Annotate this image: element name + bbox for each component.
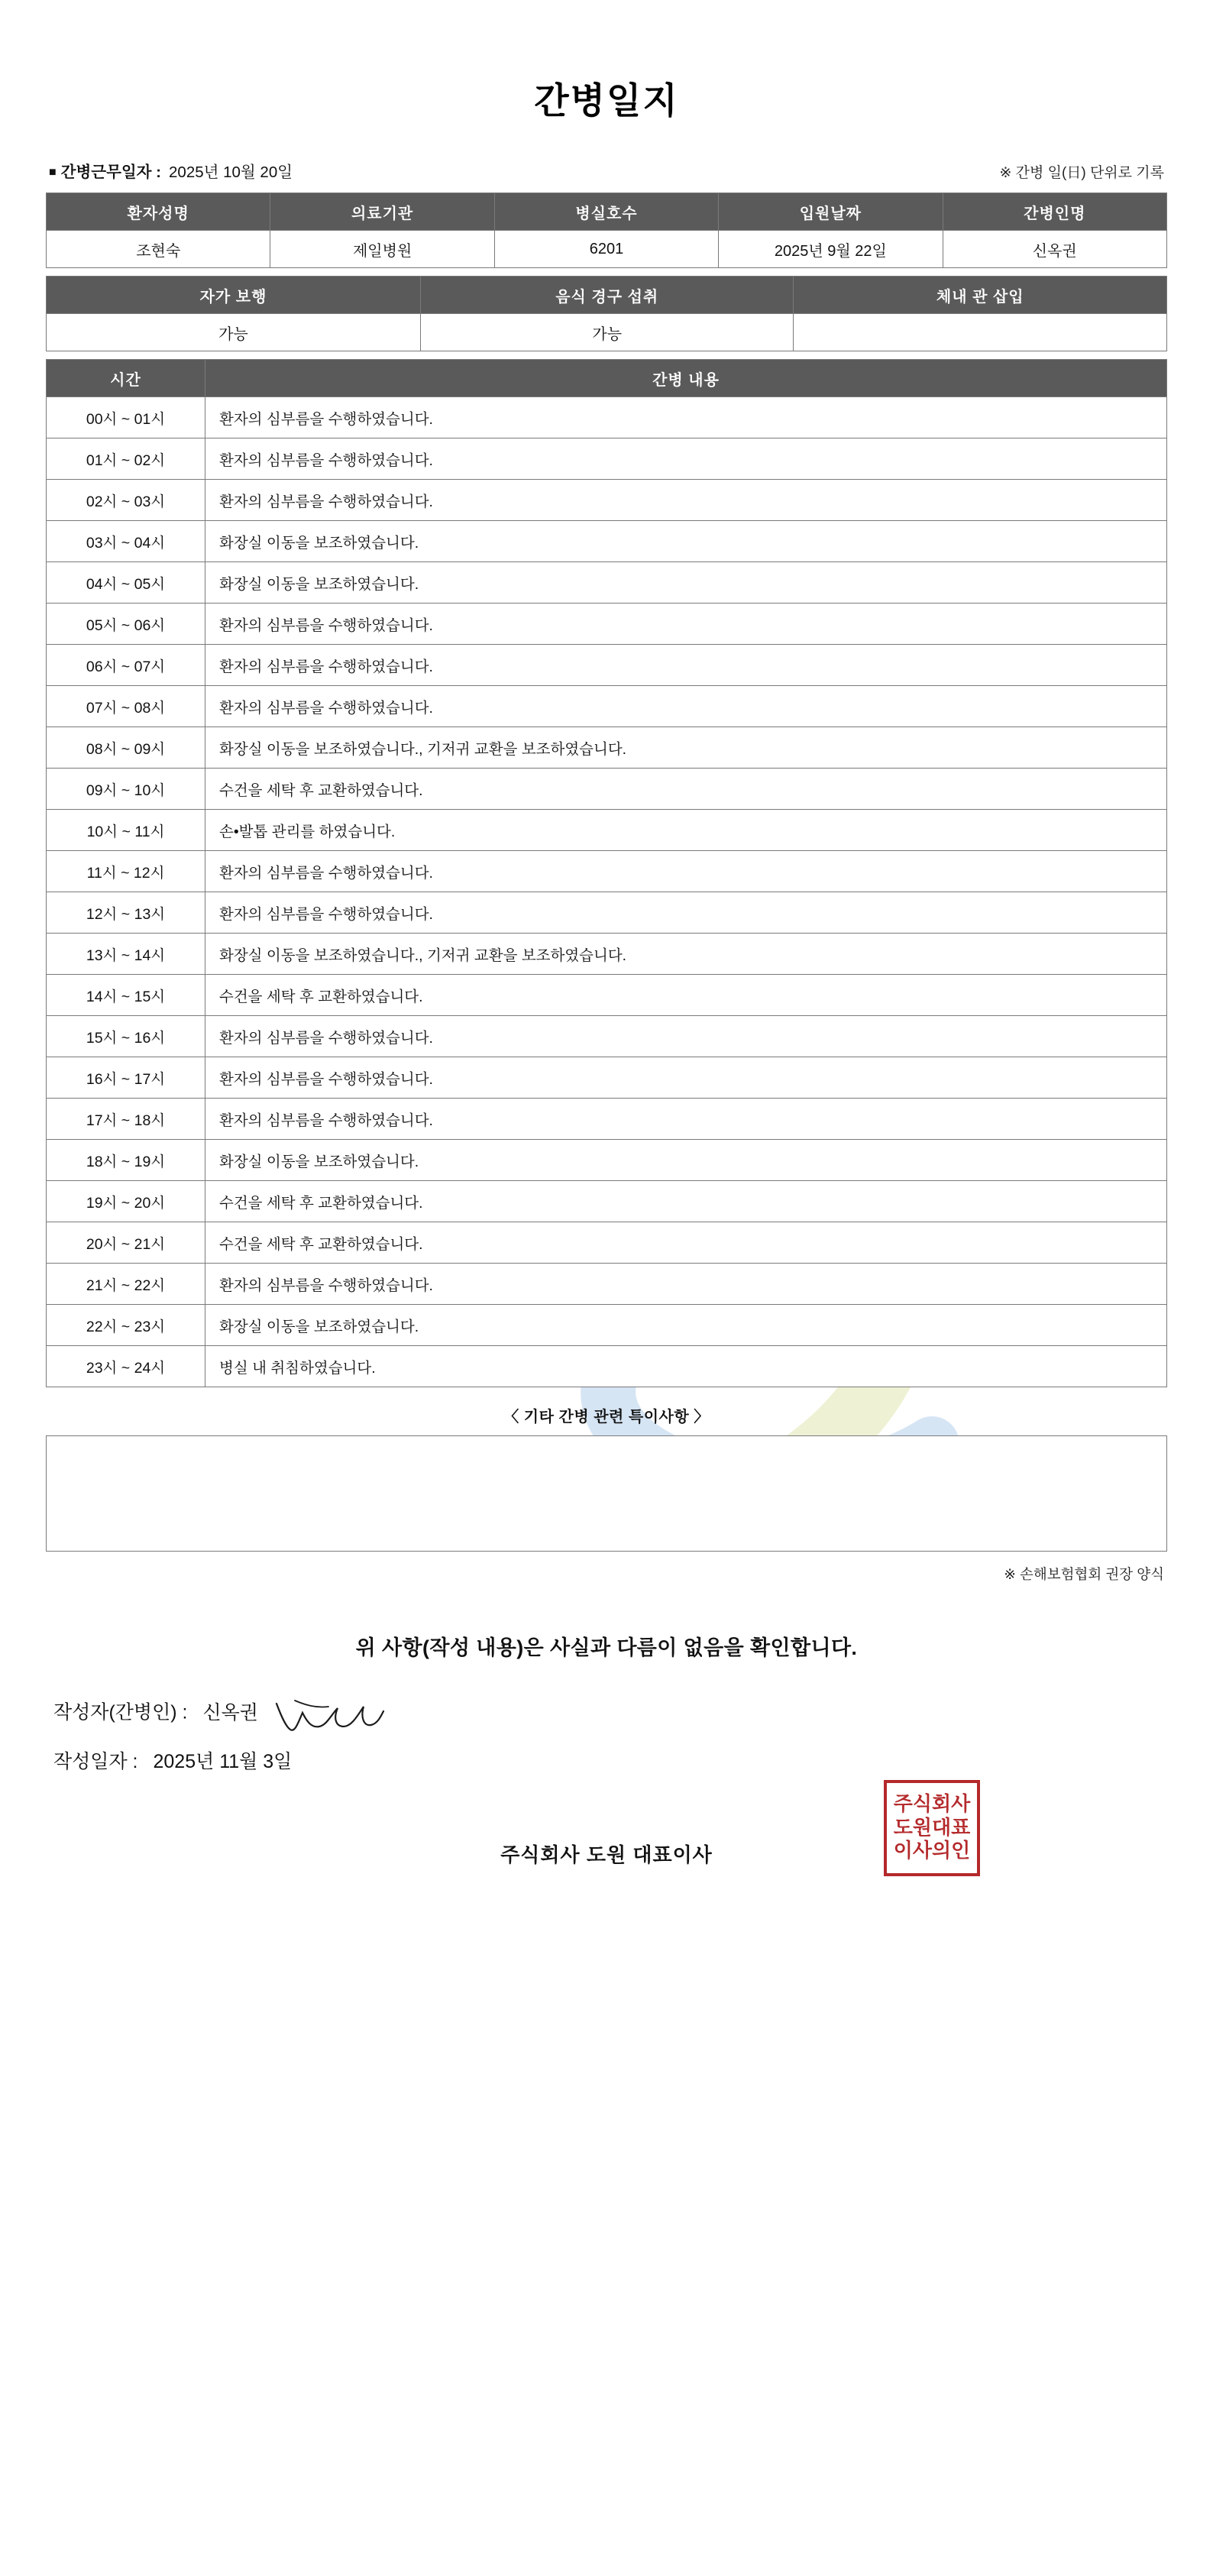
table-row (47, 975, 1167, 1016)
writer-label: 작성자(간병인) : (53, 1701, 188, 1723)
cell-time: 18시 ~ 19시 (47, 1140, 205, 1181)
value-patient-name: 조현숙 (47, 231, 270, 268)
company-name: 주식회사 도원 대표이사 (500, 1843, 713, 1866)
col-tube-insertion: 체내 관 삽입 (794, 277, 1167, 314)
col-admission-date: 입원날짜 (719, 193, 943, 231)
writer-value: 신옥권 (202, 1701, 258, 1723)
cell-desc: 수건을 세탁 후 교환하였습니다. (205, 769, 1167, 810)
cell-desc: 화장실 이동을 보조하였습니다., 기저귀 교환을 보조하였습니다. (205, 727, 1167, 769)
handwritten-signature-icon (272, 1696, 387, 1734)
table-row (47, 810, 1167, 851)
cell-desc: 화장실 이동을 보조하였습니다. (205, 1305, 1167, 1346)
table-row (47, 604, 1167, 645)
table-row (47, 562, 1167, 604)
table-row (47, 231, 1167, 268)
cell-desc: 환자의 심부름을 수행하였습니다. (205, 397, 1167, 439)
table-row (47, 314, 1167, 351)
writer-row (53, 1694, 1167, 1727)
cell-time: 14시 ~ 15시 (47, 975, 205, 1016)
col-time: 시간 (47, 360, 205, 397)
table-row (47, 1264, 1167, 1305)
cell-time: 20시 ~ 21시 (47, 1222, 205, 1264)
table-row (47, 1140, 1167, 1181)
table-header-row (47, 360, 1167, 397)
work-date (49, 159, 293, 182)
table-row (47, 769, 1167, 810)
cell-time: 00시 ~ 01시 (47, 397, 205, 439)
cell-desc: 환자의 심부름을 수행하였습니다. (205, 851, 1167, 892)
value-oral-intake: 가능 (420, 314, 794, 351)
table-row (47, 851, 1167, 892)
cell-time: 07시 ~ 08시 (47, 686, 205, 727)
value-self-walking: 가능 (47, 314, 421, 351)
table-row (47, 521, 1167, 562)
bullet-square-icon: ■ (49, 166, 57, 179)
form-source-note: ※ 손해보험협회 권장 양식 (1004, 1566, 1164, 1582)
cell-desc: 화장실 이동을 보조하였습니다., 기저귀 교환을 보조하였습니다. (205, 934, 1167, 975)
value-caregiver-name: 신옥권 (943, 231, 1166, 268)
cell-time: 21시 ~ 22시 (47, 1264, 205, 1305)
table-row (47, 934, 1167, 975)
page-title: 간병일지 (534, 80, 679, 121)
cell-time: 12시 ~ 13시 (47, 892, 205, 934)
table-row (47, 727, 1167, 769)
cell-desc: 화장실 이동을 보조하였습니다. (205, 521, 1167, 562)
cell-desc: 환자의 심부름을 수행하였습니다. (205, 439, 1167, 480)
cell-time: 11시 ~ 12시 (47, 851, 205, 892)
stamp-line-3: 이사의인 (893, 1840, 971, 1863)
table-row (47, 439, 1167, 480)
table-row (47, 480, 1167, 521)
cell-time: 09시 ~ 10시 (47, 769, 205, 810)
cell-desc: 환자의 심부름을 수행하였습니다. (205, 892, 1167, 934)
cell-desc: 수건을 세탁 후 교환하였습니다. (205, 1181, 1167, 1222)
col-oral-intake: 음식 경구 섭취 (420, 277, 794, 314)
record-unit-note: ※ 간병 일(日) 단위로 기록 (999, 165, 1164, 181)
care-log-body (47, 397, 1167, 1387)
cell-desc: 환자의 심부름을 수행하였습니다. (205, 686, 1167, 727)
company-row (46, 1792, 1167, 1868)
table-row (47, 1016, 1167, 1057)
table-row (47, 1222, 1167, 1264)
cell-desc: 환자의 심부름을 수행하였습니다. (205, 645, 1167, 686)
cell-time: 03시 ~ 04시 (47, 521, 205, 562)
table-row (47, 1099, 1167, 1140)
cell-desc: 화장실 이동을 보조하였습니다. (205, 562, 1167, 604)
patient-info-table (46, 193, 1167, 268)
table-row (47, 1346, 1167, 1387)
table-row (47, 1181, 1167, 1222)
cell-time: 13시 ~ 14시 (47, 934, 205, 975)
col-caregiver-name: 간병인명 (943, 193, 1166, 231)
table-row (47, 686, 1167, 727)
table-row (47, 1057, 1167, 1099)
cell-time: 23시 ~ 24시 (47, 1346, 205, 1387)
cell-time: 16시 ~ 17시 (47, 1057, 205, 1099)
etc-notes-box[interactable] (46, 1435, 1167, 1552)
cell-time: 02시 ~ 03시 (47, 480, 205, 521)
stamp-line-1: 주식회사 (893, 1792, 971, 1816)
value-admission-date: 2025년 9월 22일 (719, 231, 943, 268)
value-hospital: 제일병원 (270, 231, 494, 268)
cell-time: 05시 ~ 06시 (47, 604, 205, 645)
stamp-line-2: 도원대표 (893, 1816, 971, 1840)
col-care-content: 간병 내용 (205, 360, 1167, 397)
cell-time: 17시 ~ 18시 (47, 1099, 205, 1140)
col-self-walking: 자가 보행 (47, 277, 421, 314)
col-hospital: 의료기관 (270, 193, 494, 231)
cell-time: 10시 ~ 11시 (47, 810, 205, 851)
write-date-row (53, 1746, 1167, 1778)
col-patient-name: 환자성명 (47, 193, 270, 231)
work-date-value: 2025년 10월 20일 (169, 163, 293, 181)
cell-desc: 환자의 심부름을 수행하였습니다. (205, 1057, 1167, 1099)
write-date-value: 2025년 11월 3일 (153, 1751, 293, 1772)
cell-desc: 환자의 심부름을 수행하였습니다. (205, 1016, 1167, 1057)
cell-desc: 손•발톱 관리를 하였습니다. (205, 810, 1167, 851)
col-room-number: 병실호수 (494, 193, 718, 231)
cell-time: 04시 ~ 05시 (47, 562, 205, 604)
value-room-number: 6201 (494, 231, 718, 268)
table-row (47, 397, 1167, 439)
cell-time: 08시 ~ 09시 (47, 727, 205, 769)
write-date-label: 작성일자 : (53, 1751, 138, 1772)
cell-desc: 환자의 심부름을 수행하였습니다. (205, 1099, 1167, 1140)
table-row (47, 645, 1167, 686)
cell-time: 06시 ~ 07시 (47, 645, 205, 686)
company-seal-stamp-icon (884, 1780, 980, 1876)
etc-notes-caption: 〈 기타 간병 관련 특이사항 〉 (503, 1409, 710, 1426)
value-tube-insertion (794, 314, 1167, 351)
table-header-row (47, 277, 1167, 314)
table-row (47, 1305, 1167, 1346)
care-log-table (46, 359, 1167, 1387)
work-date-label: 간병근무일자 : (60, 163, 162, 181)
table-row (47, 892, 1167, 934)
cell-time: 22시 ~ 23시 (47, 1305, 205, 1346)
cell-desc: 환자의 심부름을 수행하였습니다. (205, 480, 1167, 521)
cell-desc: 환자의 심부름을 수행하였습니다. (205, 604, 1167, 645)
cell-desc: 수건을 세탁 후 교환하였습니다. (205, 1222, 1167, 1264)
meta-row (46, 159, 1167, 193)
signature-block (46, 1694, 1167, 1778)
confirmation-statement: 위 사항(작성 내용)은 사실과 다름이 없음을 확인합니다. (355, 1636, 858, 1659)
cell-time: 19시 ~ 20시 (47, 1181, 205, 1222)
cell-time: 15시 ~ 16시 (47, 1016, 205, 1057)
cell-desc: 환자의 심부름을 수행하였습니다. (205, 1264, 1167, 1305)
cell-desc: 병실 내 취침하였습니다. (205, 1346, 1167, 1387)
cell-desc: 화장실 이동을 보조하였습니다. (205, 1140, 1167, 1181)
table-header-row (47, 193, 1167, 231)
condition-table (46, 276, 1167, 351)
cell-desc: 수건을 세탁 후 교환하였습니다. (205, 975, 1167, 1016)
cell-time: 01시 ~ 02시 (47, 439, 205, 480)
